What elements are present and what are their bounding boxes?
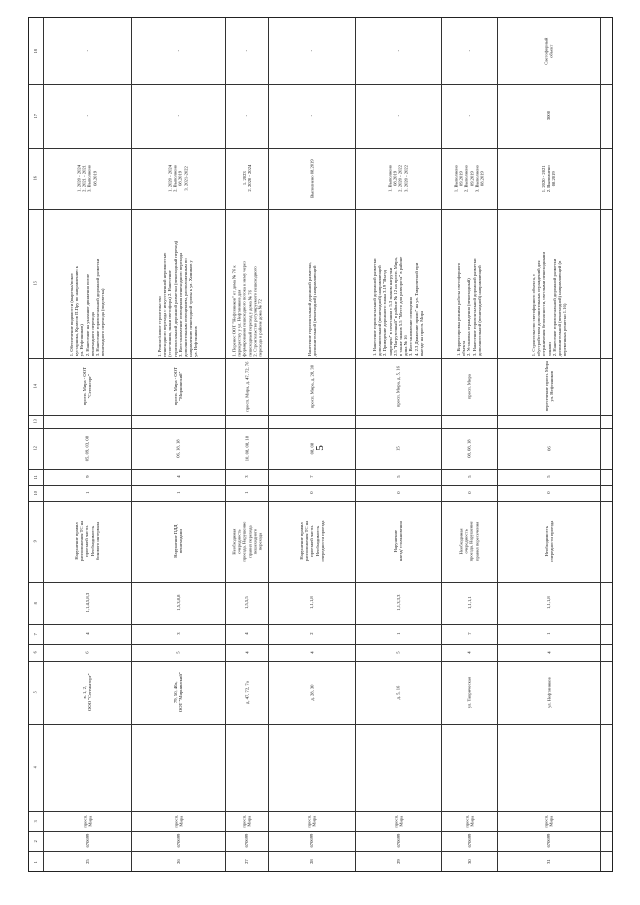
row-26-col-13 bbox=[131, 415, 225, 428]
row-31-col-2: 670699 bbox=[545, 834, 551, 848]
row-31-col-15: 1. Строительство светофорного объекта, с обустройством дополнительных ограждений для отграничения безопасности, светлыми пешеходными зонами 2. Нанесение горизонтальной дорожной разметки дополнительной (пешеходной) направляющей (в переменных решетки 1.16) bbox=[530, 252, 567, 357]
row-31-col-9: Необходимость очередности проезда bbox=[543, 521, 554, 562]
column-number-17: 17 bbox=[32, 113, 38, 119]
row-28-col-3: просп. Мира bbox=[306, 814, 317, 828]
row-27-col-9: Необходимая очередность проезда. Нарушение правил перехода пешеходного перехода bbox=[230, 521, 262, 562]
row-26-col-4 bbox=[131, 724, 225, 811]
column-number-1: 1 bbox=[32, 860, 38, 864]
row-25-col-11: 9 bbox=[84, 475, 90, 479]
row-27-col-12: 10, 08, 08, 18 bbox=[243, 435, 249, 462]
row-31-col-6: 4 bbox=[545, 651, 551, 654]
column-number-16: 16 bbox=[32, 176, 38, 181]
row-26-col-14: просп. Мира - ООТ "Мирнинский" bbox=[172, 367, 183, 406]
row-30-col-11: 5 bbox=[466, 475, 472, 479]
row-31-col-7: 1 bbox=[545, 632, 551, 636]
column-number-6: 6 bbox=[32, 651, 38, 654]
row-31-col-12: 06 bbox=[545, 446, 551, 451]
row-31-col-4 bbox=[497, 724, 600, 811]
row-27-col-17: - bbox=[243, 115, 249, 117]
row-30-col-3: просп. Мира bbox=[463, 814, 474, 828]
row-26-col-1: 26 bbox=[175, 859, 181, 865]
column-number-7: 7 bbox=[32, 632, 38, 636]
row-25-col-2: 670699 bbox=[84, 834, 90, 848]
row-27-col-11: 3 bbox=[243, 475, 249, 479]
row-28-col-2: 670699 bbox=[308, 834, 314, 848]
row-25-col-8: 1,1,4,5,8,3 bbox=[84, 593, 90, 613]
row-31-col-13 bbox=[497, 415, 600, 428]
row-28-col-18: - bbox=[308, 50, 314, 52]
row-28-col-5: д. 28, 30 bbox=[308, 684, 314, 701]
row-25-col-16: 1. 2020 - 2024 2. 2021 - 2021 3. Выполнено 08.2019 bbox=[76, 165, 98, 192]
row-27-col-5: д. 47, 72, 7а bbox=[243, 681, 249, 704]
row-31-col-5: ул. Нефтяников bbox=[545, 677, 551, 708]
row-25-col-17: - bbox=[84, 115, 90, 117]
row-28-col-7: 2 bbox=[308, 632, 314, 636]
row-27-col-6: 4 bbox=[243, 651, 249, 654]
row-30-col-4 bbox=[441, 724, 497, 811]
column-number-8: 8 bbox=[32, 601, 38, 605]
page-number: 5 bbox=[314, 445, 326, 451]
column-number-18: 18 bbox=[32, 48, 38, 54]
row-27-col-7: 4 bbox=[243, 632, 249, 636]
column-number-12: 12 bbox=[32, 446, 38, 451]
row-29-col-7: 1 bbox=[395, 632, 401, 636]
row-30-col-14: просп. Мира bbox=[466, 374, 472, 399]
row-29-col-17: - bbox=[395, 115, 401, 117]
column-number-15: 15 bbox=[32, 281, 38, 286]
row-25-col-15: 1. Обеспечение видимости (вырезка/покос кустарника, Кравтов П.Пру по направлению к ул. Нефтяников) 2. Нанесение на указание движения после пешеходного перехода 3. Нанесение горизонтальной дорожной разметки пешеходного перехода (подсветка) bbox=[68, 259, 106, 357]
row-29-col-1: 29 bbox=[395, 859, 401, 865]
row-30-col-17: - bbox=[466, 115, 472, 117]
row-27-col-18: - bbox=[243, 50, 249, 52]
row-30-col-1: 30 bbox=[466, 859, 472, 865]
row-31-col-14: пересечение просп. Мира ул. Нефтяников bbox=[543, 361, 554, 412]
row-30-col-9: Необходимая очередность проезда. Нарушение правил пересечения bbox=[458, 521, 480, 562]
row-28-col-1: 28 bbox=[308, 859, 314, 865]
row-25-col-7: 4 bbox=[84, 632, 90, 636]
row-26-col-11: 4 bbox=[175, 475, 181, 479]
row-26-col-10: 1 bbox=[175, 491, 181, 495]
row-25-col-13 bbox=[43, 415, 131, 428]
row-30-col-16: 1. Выполнено 09.2019 2. Выполнено 09.2019 3. Выполнено 08.2019 bbox=[453, 165, 485, 192]
row-26-col-7: 3 bbox=[175, 632, 181, 636]
row-28-col-8: 1,1,1,8 bbox=[308, 596, 314, 610]
row-28-col-15: Нанесение горизонтальной дорожной разметки, дополнительной (пешеходной) направляющей bbox=[306, 262, 317, 357]
row-29-col-5: д. 5, 16 bbox=[395, 685, 401, 700]
column-number-9: 9 bbox=[32, 540, 38, 543]
row-27-col-1: 27 bbox=[243, 859, 249, 865]
row-30-col-8: 1,1,1,1 bbox=[466, 596, 472, 610]
row-27-col-14: просп. Мира, д. 47, 72, 7б bbox=[243, 361, 249, 412]
row-26-col-12: 06, 18, 18 bbox=[175, 439, 181, 458]
row-25-col-5: в. 1, 2, ООО "Сегежаторг" bbox=[81, 673, 92, 712]
row-31-col-3: просп. Мира bbox=[543, 814, 554, 828]
row-25-col-18: - bbox=[84, 50, 90, 52]
row-30-col-12: 08, 08, 18 bbox=[466, 439, 472, 458]
row-30-col-7: 7 bbox=[466, 632, 472, 636]
row-30-col-6: 4 bbox=[466, 651, 472, 654]
row-31-col-18: Светофорный объект bbox=[543, 37, 554, 65]
row-27-col-10: 1 bbox=[243, 491, 249, 495]
row-28-col-4 bbox=[268, 724, 355, 811]
column-number-10: 10 bbox=[32, 490, 38, 496]
column-number-13: 13 bbox=[32, 419, 38, 424]
row-26-col-5: 79, 50, 40а, ООТ "Мирнинский" bbox=[172, 672, 183, 713]
row-26-col-18: - bbox=[175, 50, 181, 52]
row-27-col-8: 1,5,5,5 bbox=[243, 596, 249, 610]
row-29-col-8: 1,1,3,3,3 bbox=[395, 594, 401, 612]
row-26-col-17: - bbox=[175, 115, 181, 117]
row-28-col-12: 08, 08 bbox=[308, 442, 314, 455]
row-29-col-18: - bbox=[395, 50, 401, 52]
row-25-col-1: 25 bbox=[84, 859, 90, 865]
column-number-14: 14 bbox=[32, 384, 38, 389]
row-26-col-16: 1. 2020 - 2024 2. Выполнено 08.2019 3. 2021-2022 bbox=[167, 165, 189, 192]
row-29-col-14: просп. Мира, д. 5, 16 bbox=[395, 366, 401, 407]
row-31-col-17: 3000 bbox=[545, 111, 551, 121]
row-27-col-4 bbox=[225, 724, 268, 811]
row-28-col-16: Выполнено 08.2019 bbox=[308, 159, 314, 198]
row-29-col-4 bbox=[355, 724, 441, 811]
column-number-2: 2 bbox=[32, 839, 38, 843]
row-31-col-8: 1,1,1,8 bbox=[545, 596, 551, 610]
row-25-col-6: 6 bbox=[84, 651, 90, 654]
row-27-col-15: 1. Перенос ООТ "Нефтяников" от дома № 7б к перекрестку у ул. Нефтяников для формирования пешеходного потока к нему через пешеходный переход у дома № 7б 2. Строительство регулируемого пешеходного перехода в районе дома № 72 bbox=[230, 261, 262, 357]
row-29-col-9: Нарушение наезд/ столкновения bbox=[392, 521, 403, 562]
row-28-col-10: 0 bbox=[308, 491, 314, 495]
row-25-col-9: Нарушение правил расположения ТС на проезжей части. Необходимость бокового интервала bbox=[73, 521, 100, 562]
row-29-col-15: 1. Нанесение горизонтальной дорожной разметки дополнительной (пешеходной) направляющей 2. Приведение дорожного знака 3.19 "Въезд запрещен" в сочетании с 5.3 знаком нагрузки 2.5 "Нагрузочный" в районе № 12 на просп. Мира, в также знаков 5.5 "Место для разворота" в районе дома № 16 3. Восстановление освещения 4. 2.3 Движение прямо" на ул. Таврической при выезде на просп. Мира bbox=[371, 257, 424, 357]
row-28-col-9: Нарушение правил расположения ТС на проезжей части. Необходимость очередности проезда bbox=[298, 521, 325, 562]
row-29-col-6: 5 bbox=[395, 651, 401, 654]
row-30-col-5: ул. Таврическая bbox=[466, 676, 472, 709]
row-29-col-2: 670699 bbox=[395, 834, 401, 848]
row-28-col-17: - bbox=[308, 115, 314, 117]
row-26-col-8: 1,5,3,8,8 bbox=[175, 594, 181, 612]
row-31-col-11: 5 bbox=[545, 475, 551, 479]
row-26-col-9: Нарушение ПДД пешеходами bbox=[172, 524, 183, 559]
row-29-col-3: просп. Мира bbox=[392, 814, 403, 828]
row-30-col-2: 670699 bbox=[466, 834, 472, 848]
row-28-col-14: просп. Мира, д. 28, 30 bbox=[308, 364, 314, 409]
row-25-col-10: 1 bbox=[84, 491, 90, 495]
record-divider bbox=[600, 18, 601, 871]
row-31-col-1: 31 bbox=[545, 859, 551, 865]
row-28-col-11: 7 bbox=[308, 475, 314, 479]
row-25-col-4 bbox=[43, 724, 131, 811]
column-number-11: 11 bbox=[32, 474, 38, 480]
row-29-col-11: 5 bbox=[395, 475, 401, 479]
row-30-col-15: 1. Корректировка режима работы светофорного объекта 2. Установка ограждения (пешеходный) 3. Нанесение горизонтальной дорожной разметки дополнительной (пешеходной) направляющей bbox=[455, 259, 482, 357]
row-25-col-12: 05, 09, 03, 08 bbox=[84, 435, 90, 462]
row-30-col-13 bbox=[441, 415, 497, 428]
row-30-col-18: - bbox=[466, 50, 472, 52]
row-28-col-13 bbox=[268, 415, 355, 428]
row-26-col-6: 5 bbox=[175, 651, 181, 654]
row-26-col-2: 670699 bbox=[175, 834, 181, 848]
row-25-col-3: просп. Мира bbox=[81, 814, 92, 828]
row-27-col-3: просп. Мира bbox=[241, 814, 252, 828]
row-31-col-10: 0 bbox=[545, 491, 551, 495]
row-29-col-13 bbox=[355, 415, 441, 428]
row-29-col-16: 1. Выполнено 08.2019 2. 2020 - 2022 3. 2020 - 2022 bbox=[387, 165, 409, 192]
row-29-col-10: 0 bbox=[395, 491, 401, 495]
row-31-col-16: 1. 2020 - 2021 2. Выполнено 08.2019 bbox=[540, 165, 557, 192]
row-26-col-3: просп. Мира bbox=[172, 814, 183, 828]
row-28-col-6: 4 bbox=[308, 651, 314, 654]
row-26-col-15: 1. Ремонт/новое строительство пешеходного перехода с искусственной неровностью (стоп-линия, знаки светофора) 2. Нанесение горизонтальной дорожной разметки (пешеходный переход) 3. Восстановление освещения пешеходного перехода дополнительным освещением, расположенным по направлению пешеходной тропы к ул. Химиков у ул. Нефтяников bbox=[157, 240, 199, 357]
row-25-col-14: просп. Мира - ООТ "Сегежторг" bbox=[81, 367, 92, 406]
column-number-3: 3 bbox=[32, 819, 38, 823]
row-27-col-2: 670699 bbox=[243, 834, 249, 848]
row-27-col-16: 1. 2023 2. 2020 - 2024 bbox=[241, 165, 252, 192]
row-29-col-12: 15 bbox=[395, 446, 401, 451]
row-27-col-13 bbox=[225, 415, 268, 428]
column-number-5: 5 bbox=[32, 691, 38, 694]
row-30-col-10: 0 bbox=[466, 491, 472, 495]
data-table bbox=[28, 17, 613, 872]
column-number-4: 4 bbox=[32, 766, 38, 769]
